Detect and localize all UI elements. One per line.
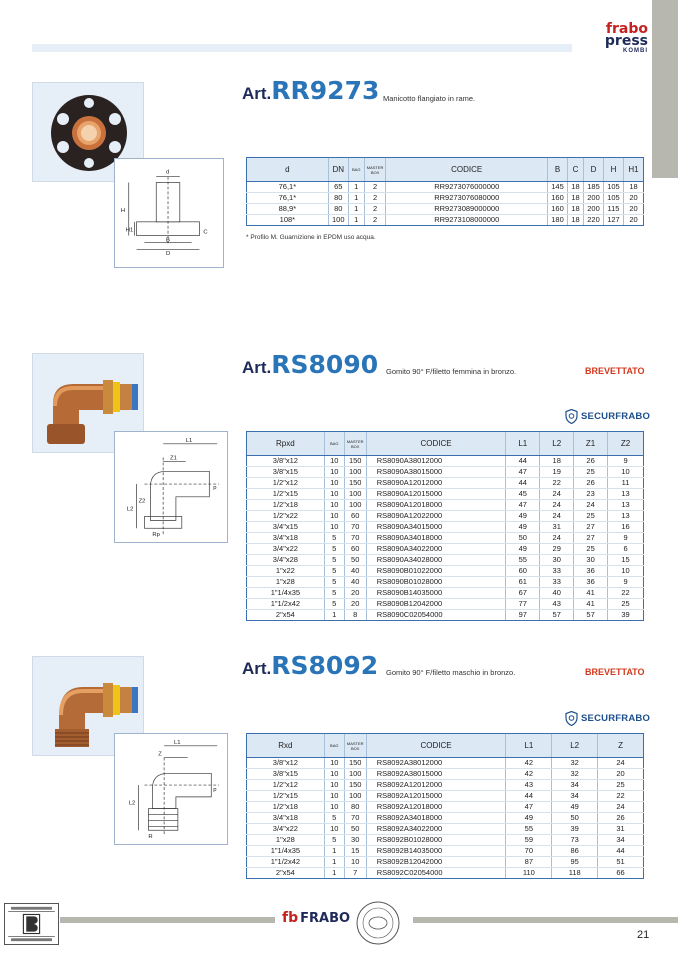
table-row: 88,9* 80 1 2 RR9273089000000 160 18 200 115 20 [247,204,644,215]
dim-label-z1: Z1 [170,455,177,462]
table-row: 2"x54 1 8 RS8090C02054000 97 57 57 39 [247,610,644,621]
dim-label-h1: H1 [125,227,134,234]
table-row: 76,1* 80 1 2 RR9273076080000 160 18 200 105 20 [247,193,644,204]
table-row: 1"x28 5 30 RS8092B01028000 59 73 34 [247,835,644,846]
table-row: 1/2"x15 10 100 RS8090A12015000 45 24 23 13 [247,489,644,500]
page-number: 21 [637,929,650,941]
table-row: 3/8"x12 10 150 RS8092A38012000 42 32 24 [247,758,644,769]
table-row: 1/2"x15 10 100 RS8092A12015000 44 34 22 [247,791,644,802]
table-row: 3/8"x15 10 100 RS8090A38015000 47 19 25 10 [247,467,644,478]
table-row: 1/2"x12 10 150 RS8092A12012000 43 34 25 [247,780,644,791]
table-row: 1/2"x18 10 80 RS8092A12018000 47 49 24 [247,802,644,813]
dim-label-l1: L1 [173,739,181,746]
dim-label-h: H [120,208,126,215]
spec-table-rs8092: Rxd BAG MASTER BOX CODICE L1 L2 Z 3/8"x12 10 150 RS8092A38012000 42 32 24 3/8"x15 10 100 RS8092A38015000 42 32 20 1/2"x12 10 150 RS8092A12012000 43 34 25 1/2"x15 10 100 RS8092A12015000 44 34 22 1/2"x18 10 80 RS8092A12018000 47 49 24 3/4"x18 5 70 RS8092A34018000 49 50 26 3/4"x22 10 50 RS8092A34022000 55 39 31 1"x28 5 30 RS8092B01028000 59 73 34 1"1/4x35 1 15 RS8092B14035000 70 86 44 1"1/2x42 1 10 RS8092B12042000 87 95 51 2"x54 1 7 RS8092C02054000 110 118 66 [246,733,644,879]
dim-label-l2: L2 [126,506,134,513]
table-row: 3/4"x22 10 50 RS8092A34022000 55 39 31 [247,824,644,835]
dim-label-c: C [203,229,208,236]
table-row: 3/8"x15 10 100 RS8092A38015000 42 32 20 [247,769,644,780]
dim-label-b: B [166,237,170,244]
table-row: 1"1/4x35 5 20 RS8090B14035000 67 40 41 22 [247,588,644,599]
spec-table-rr9273: d DN BAG MASTER BOX CODICE B C D H H1 76,1* 65 1 2 RR9273076000000 145 18 185 105 18 76,1* 80 1 2 RR9273076080000 160 18 200 105 20 88,9* 80 1 2 RR9273089000000 160 18 200 115 20 108* 100 1 2 RR9273108000000 180 18 220 127 20 [246,157,644,226]
article-description: Manicotto flangiato in rame. [383,94,476,103]
spec-table-rs8090: Rpxd BAG MASTER BOX CODICE L1 L2 Z1 Z2 3/8"x12 10 150 RS8090A38012000 44 18 26 9 3/8"x15 10 100 RS8090A38015000 47 19 25 10 1/2"x12 10 150 RS8090A12012000 44 22 26 11 1/2"x15 10 100 RS8090A12015000 45 24 23 13 1/2"x18 10 100 RS8090A12018000 47 24 24 13 1/2"x22 10 60 RS8090A12022000 49 24 25 13 3/4"x15 10 70 RS8090A34015000 49 31 27 16 3/4"x18 5 70 RS8090A34018000 50 24 27 9 3/4"x22 5 60 RS8090A34022000 49 29 25 6 3/4"x28 5 50 RS8090A34028000 55 30 30 15 1"x22 5 40 RS8090B01022000 60 33 36 10 1"x28 5 40 RS8090B01028000 61 33 36 9 1"1/4x35 5 20 RS8090B14035000 67 40 41 22 1"1/2x42 5 20 RS8090B12042000 77 43 41 25 2"x54 1 8 RS8090C02054000 97 57 57 39 [246,431,644,621]
dim-label-z: Z [158,751,162,758]
table-row: 3/4"x18 5 70 RS8092A34018000 49 50 26 [247,813,644,824]
dim-label-d-outer: D [166,251,171,258]
technical-drawing-rs8090 [114,431,228,543]
table-row: 3/4"x15 10 70 RS8090A34015000 49 31 27 16 [247,522,644,533]
frabo-footer-logo: fb FRABO [282,910,351,926]
shield-icon [565,711,578,726]
dim-label-r: R [148,834,153,841]
technical-drawing-rs8092 [114,733,228,845]
article-title-rs8092: Art.RS8092 [242,651,379,680]
article-title-rs8090: Art.RS8090 [242,350,379,379]
dim-label-z2: Z2 [138,498,146,505]
side-tab-marker [652,0,678,178]
table-row: 1"x22 5 40 RS8090B01022000 60 33 36 10 [247,566,644,577]
table-row: 1"x28 5 40 RS8090B01028000 61 33 36 9 [247,577,644,588]
securfrabo-badge: SECURFRABO [565,711,650,726]
table-row: 1/2"x18 10 100 RS8090A12018000 47 24 24 13 [247,500,644,511]
table-row: 3/4"x18 5 70 RS8090A34018000 50 24 27 9 [247,533,644,544]
shield-icon [565,409,578,424]
table-row: 1"1/2x42 1 10 RS8092B12042000 87 95 51 [247,857,644,868]
article-title-rr9273: Art.RR9273 [242,76,380,105]
frabo-press-logo: frabo press KOMBI [604,21,648,54]
table-row: 1"1/4x35 1 15 RS8092B14035000 70 86 44 [247,846,644,857]
table-footnote: * Profilo M. Guarnizione in EPDM uso acqua. [246,234,376,241]
table-row: 1/2"x12 10 150 RS8090A12012000 44 22 26 11 [247,478,644,489]
header-rule [32,44,572,52]
table-row: 3/8"x12 10 150 RS8090A38012000 44 18 26 9 [247,456,644,467]
certification-seal [355,900,401,946]
table-row: 3/4"x28 5 50 RS8090A34028000 55 30 30 15 [247,555,644,566]
table-row: 108* 100 1 2 RR9273108000000 180 18 220 127 20 [247,215,644,226]
securfrabo-badge: SECURFRABO [565,409,650,424]
table-row: 2"x54 1 7 RS8092C02054000 110 118 66 [247,868,644,879]
bonomi-group-logo [4,903,59,945]
dim-label-p: p [213,786,217,793]
patented-badge: BREVETTATO [585,366,645,376]
dim-label-l2: L2 [128,800,136,807]
table-row: 76,1* 65 1 2 RR9273076000000 145 18 185 105 18 [247,182,644,193]
footer-rule-left [60,917,275,923]
dim-label-l1: L1 [185,437,193,444]
table-row: 1"1/2x42 5 20 RS8090B12042000 77 43 41 25 [247,599,644,610]
footer-rule-right [413,917,678,923]
article-description: Gomito 90° F/filetto femmina in bronzo. [386,367,517,376]
table-row: 1/2"x22 10 60 RS8090A12022000 49 24 25 13 [247,511,644,522]
dim-label-rp: Rp [152,532,160,539]
dim-label-p: p [213,484,217,491]
patented-badge: BREVETTATO [585,667,645,677]
table-row: 3/4"x22 5 60 RS8090A34022000 49 29 25 6 [247,544,644,555]
dim-label-d: d [166,169,170,176]
technical-drawing-rr9273 [114,158,224,268]
article-description: Gomito 90° F/filetto maschio in bronzo. [386,668,516,677]
